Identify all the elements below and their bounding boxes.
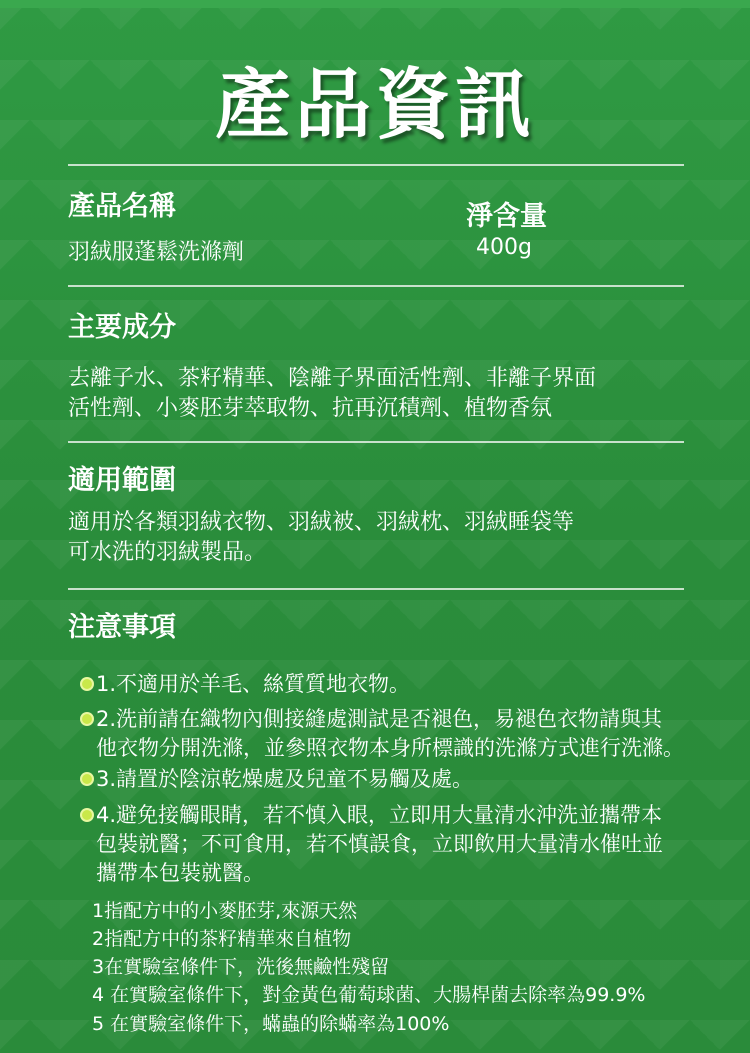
footnote: 5 在實驗室條件下，蟎蟲的除蟎率為100% [92, 1013, 450, 1035]
net-weight-heading: 淨含量 [466, 201, 547, 232]
cautions-heading: 注意事項 [68, 612, 176, 643]
caution-item [82, 801, 736, 888]
divider [68, 588, 684, 590]
ingredients-line: 活性劑、小麥胚芽萃取物、抗再沉積劑、植物香氛 [68, 396, 553, 421]
usage-line: 適用於各類羽絨衣物、羽絨被、羽絨枕、羽絨睡袋等 [68, 510, 575, 535]
caution-line: 2.洗前請在織物內側接縫處測試是否褪色，易褪色衣物請與其 [96, 707, 663, 731]
ingredients-line: 去離子水、茶籽精華、陰離子界面活性劑、非離子界面 [68, 366, 597, 391]
usage-line: 可水洗的羽絨製品。 [68, 540, 267, 565]
caution-line: 包裝就醫；不可食用，若不慎誤食，立即飲用大量清水催吐並 [96, 832, 663, 856]
usage-heading: 適用範圍 [68, 465, 176, 496]
caution-line: 攜帶本包裝就醫。 [96, 861, 264, 885]
caution-line: 他衣物分開洗滌，並參照衣物本身所標識的洗滌方式進行洗滌。 [96, 736, 684, 760]
ingredients-heading: 主要成分 [68, 312, 176, 343]
footnote: 4 在實驗室條件下，對金黃色葡萄球菌、大腸桿菌去除率為99.9% [92, 984, 646, 1006]
caution-line: 1.不適用於羊毛、絲質質地衣物。 [96, 672, 411, 696]
bullet-dot-icon [82, 679, 92, 689]
product-name-heading: 產品名稱 [68, 191, 176, 222]
caution-line: 3.請置於陰涼乾燥處及兒童不易觸及處。 [96, 767, 474, 791]
footnote: 1指配方中的小麥胚芽,來源天然 [92, 900, 358, 922]
page-title: 產品資訊 [215, 60, 535, 149]
divider [68, 441, 684, 443]
caution-line: 4.避免接觸眼睛，若不慎入眼，立即用大量清水沖洗並攜帶本 [96, 803, 663, 827]
bullet-dot-icon [82, 810, 92, 820]
divider [68, 285, 684, 287]
product-name-value: 羽絨服蓬鬆洗滌劑 [68, 240, 245, 265]
footnote: 3在實驗室條件下，洗後無鹼性殘留 [92, 956, 390, 978]
bullet-dot-icon [82, 774, 92, 784]
caution-item [82, 765, 736, 794]
net-weight-value: 400g [476, 235, 532, 260]
caution-item [82, 705, 736, 763]
footnote: 2指配方中的茶籽精華來自植物 [92, 928, 352, 950]
divider [68, 164, 684, 166]
bullet-dot-icon [82, 714, 92, 724]
top-strip [0, 0, 750, 8]
caution-item [82, 670, 736, 699]
